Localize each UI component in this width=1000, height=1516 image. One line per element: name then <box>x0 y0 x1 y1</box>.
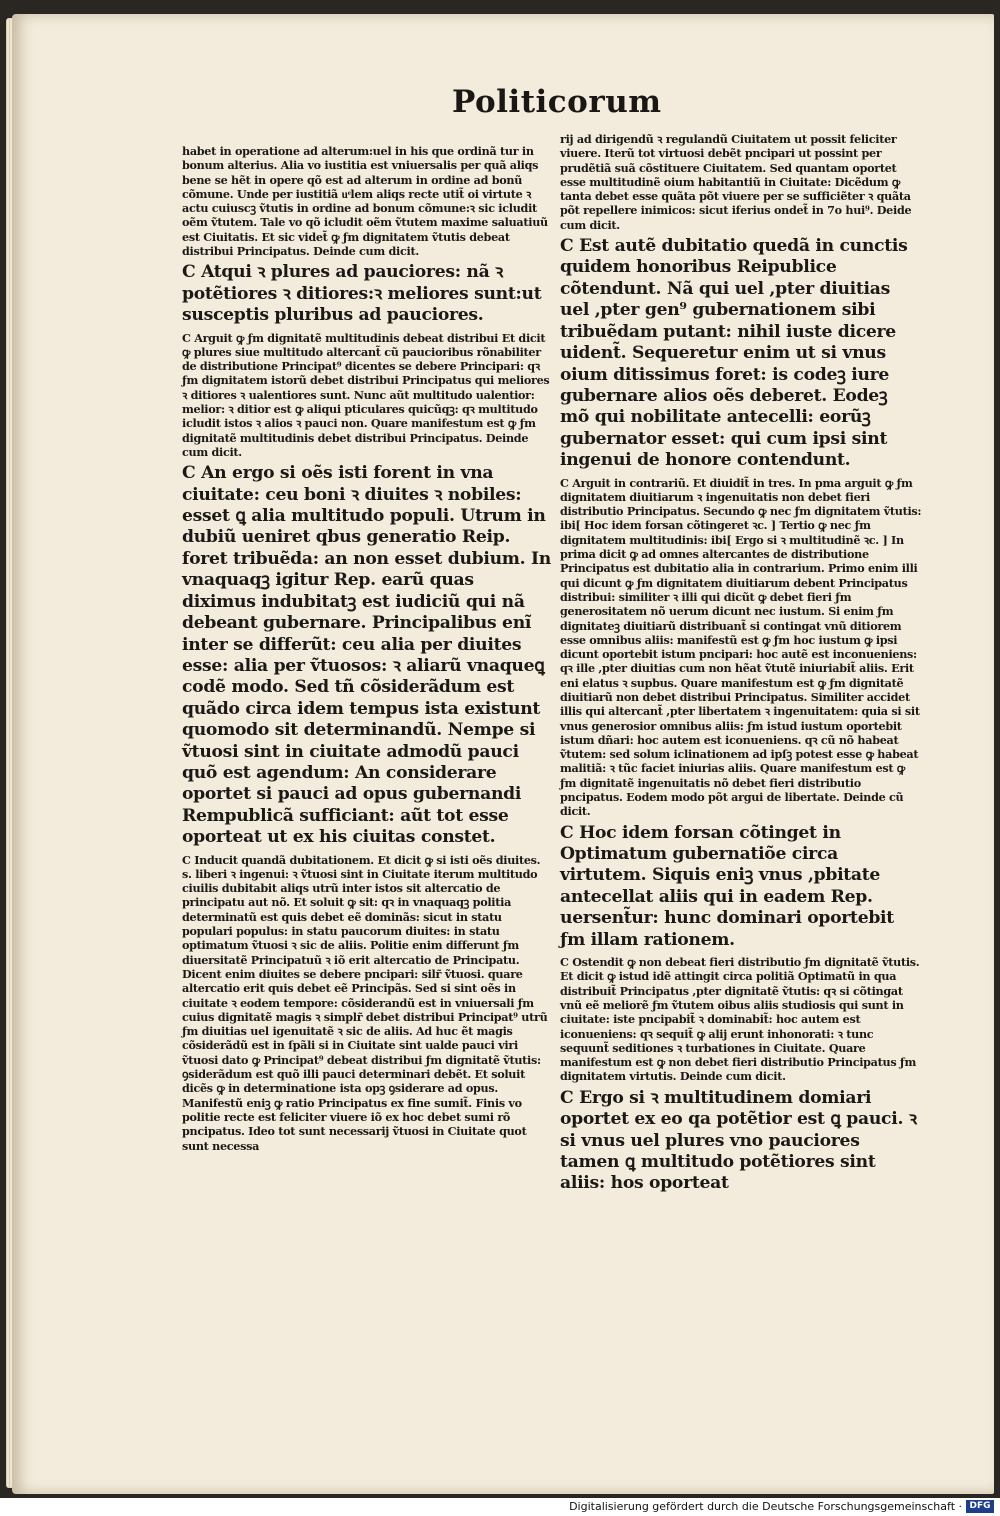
text-paragraph: C Atqui ꝛ plures ad pauciores: nã ꝛ potẽtiores ꝛ ditiores:ꝛ meliores sunt:ut susceptis pluribus ad pauciores. <box>182 262 542 326</box>
commentary-paragraph: habet in operatione ad alterum:uel in his que ordinã tur in bonum alterius. Alia vo iustitia est vniuersalis per quã aliqs bene se hẽt in opere qõ est ad alterum in ordine ad bonũ cõmune. Unde per iustitiã uͤlem aliqs recte utit̃ oi virtute ꝛ actu cuiuscꝫ ṽtutis in ordine ad bonum cõmune:ꝛ sic icludit oẽm ṽtutem. Tale vo qõ icludit oẽm ṽtutem maxime saluatiuũ est Ciuitatis. Et sic videt̃ ꝙ ƒm dignitatem ṽtutis debeat distribui Principatus. Deinde cum dicit. <box>182 144 548 259</box>
commentary-paragraph: C Inducit quandã dubitationem. Et dicit ꝙ si isti oẽs diuites. s. liberi ꝛ ingenui: ꝛ ṽtuosi sint in Ciuitate iterum multitudo ciuilis dubitabit aliqs utrũ inter istos sit altercatio de principatu aut nõ. Et soluit ꝙ sit: qꝛ in vnaquaqꝫ politia determinatũ est quis debet eẽ dominãs: sicut in statu populari populus: in statu paucorum diuites: in statu optimatum ṽtuosi ꝛ sic de aliis. Politie enim differunt ƒm diuersitatẽ Principatuũ ꝛ iõ erit altercatio de Principatu. Dicent enim diuites se debere pncipari: silr̃ ṽtuosi. quare altercatio erit quis debet eẽ Principãs. Sed si sint oẽs in ciuitate ꝛ eodem tempore: cõsiderandũ est in vniuersali ƒm cuius dignitatẽ magis ꝛ simplr̃ debet distribui Principat⁹ utrũ ƒm diuitias uel igenuitatẽ ꝛ sic de aliis. Ad huc ẽt magis cõsiderãdũ est in ſpãli si in Ciuitate sint ualde pauci viri ṽtuosi dato ꝙ Principat⁹ debeat distribui ƒm dignitatẽ ṽtutis: ꝯsiderãdum est quõ illi pauci determinari debẽt. Et soluit dicẽs ꝙ in determinatione ista opꝫ ꝯsiderare ad opus. Manifestũ eniꝫ ꝙ ratio Principatus ex fine sumit̃. Finis vo politie recte est feliciter viuere iõ ex hoc debet sumi rõ pncipatus. Ideo tot sunt necessarij ṽtuosi in Ciuitate quot sunt necessa <box>182 852 548 1153</box>
commentary-paragraph: rij ad dirigendũ ꝛ regulandũ Ciuitatem ut possit feliciter viuere. Iterũ tot virtuosi debẽt pncipari ut possint per prudẽtiã suã cõstituere Ciuitatem. Sed quantam oportet esse multitudinẽ oium habitantiũ in Ciuitate: Dicẽdum ꝙ tanta debet esse quãta põt viuere per se sufficiẽter ꝛ quãta põt repellere inimicos: sicut iferius ondet̃ in 7o hui⁹. Deide cum dicit. <box>560 132 912 232</box>
footer-bar <box>0 1498 1000 1516</box>
running-head: Politicorum <box>452 84 662 120</box>
commentary-paragraph: C Arguit in contrariũ. Et diuidit̃ in tres. In pma arguit ꝙ ƒm dignitatem diuitiarum ꝛ ingenuitatis non debet fieri distributio Principatus. Secundo ꝙ nec ƒm dignitatem ṽtutis: ibi[ Hoc idem forsan cõtingeret ꝛc. ] Tertio ꝙ nec ƒm dignitatem multitudinis: ibi[ Ergo si ꝛ multitudinẽ ꝛc. ] In prima dicit ꝙ ad omnes altercantes de distributione Principatus est dubitatio alia in contrarium. Primo enim illi qui dicunt ꝙ ƒm dignitatem diuitiarum debent Principatus distribui: similiter ꝛ illi qui dicũt ꝙ debet fieri ƒm generositatem nõ uerum dicunt nec iustum. Si enim ƒm dignitateꝫ diuitiarũ distribuant̃ si contingat vnũ ditiorem esse omnibus aliis: manifestũ est ꝙ ƒm hoc iustum ꝙ ipsi dicunt oportebit istum pncipari: hoc autẽ est inconueniens: qꝛ ille ,pter diuitias cum non hẽat ṽtutẽ iniuriabit̃ aliis. Erit eni elatus ꝛ supbus. Quare manifestum est ꝙ ƒm dignitatẽ diuitiarũ non debet distribui Principatus. Similiter accidet illis qui altercant̃ ,pter libertatem ꝛ ingenuitatem: quia si sit vnus generosior omnibus aliis: ƒm istud iustum oportebit istum dñari: hoc autem est iconueniens. qꝛ cũ nõ habeat ṽtutem: sed solum iclinationem ad ipſꝫ potest esse ꝙ habeat malitiã: ꝛ tũc faciet iniurias aliis. Quare manifestum est ꝙ ƒm dignitatẽ ingenuitatis nõ debet fieri distributio pncipatus. Eodem modo põt argui de libertate. Deinde cũ dicit. <box>560 475 922 819</box>
text-paragraph: C Est autẽ dubitatio quedã in cunctis quidem honoribus Reipublice cõtendunt. Nã qui uel ,pter diuitias uel ,pter gen⁹ gubernationem sibi tribuẽdam putant: nihil iuste dicere uident̃. Sequeretur enim ut si vnus oium ditissimus foret: is codeꝫ iure gubernare alios oẽs deberet. Eodeꝫ mõ qui nobilitate antecelli: eorũꝫ gubernator esset: qui cum ipsi sint ingenui de honore contendunt. <box>560 236 908 471</box>
dfg-logo: DFG <box>966 1500 994 1513</box>
text-paragraph: C An ergo si oẽs isti forent in vna ciuitate: ceu boni ꝛ diuites ꝛ nobiles: esset ꝗ alia multitudo populi. Utrum in dubiũ ueniret qbus generatio Reip. foret tribuẽda: an non esset dubium. In vnaquaqꝫ igitur Rep. earũ quas diximus indubitatꝫ est iudiciũ qui nã debeant gubernare. Principalibus enĩ inter se differũt: ceu alia per diuites esse: alia per ṽtuosos: ꝛ aliarũ vnaqueꝗ codẽ modo. Sed tñ cõsiderãdum est quãdo circa idem tempus ista existunt quomodo sit determinandũ. Nempe si ṽtuosi sint in ciuitate admodũ pauci quõ est agendum: An considerare oportet si pauci ad opus gubernandi Rempublicã sufficiant: aũt tot esse oporteat ut ex his ciuitas constet. <box>182 463 551 848</box>
book-page <box>12 14 994 1494</box>
footer-credit: Digitalisierung gefördert durch die Deutsche Forschungsgemeinschaft · <box>569 1500 962 1513</box>
commentary-paragraph: C Arguit ꝙ ƒm dignitatẽ multitudinis debeat distribui Et dicit ꝙ plures siue multitudo altercant̃ cũ paucioribus rõnabiliter de distributione Principat⁹ dicentes se debere Principari: qꝛ ƒm dignitatem istorũ debet distribui Principatus qui meliores ꝛ ditiores ꝛ ualentiores sunt. Nunc aũt multitudo ualentior: melior: ꝛ ditior est ꝙ aliqui pticulares quicũqꝫ: qꝛ multitudo icludit istos ꝛ alios ꝛ pauci non. Quare manifestum est ꝙ ƒm dignitatẽ multitudinis debet distribui Principatus. Deinde cum dicit. <box>182 330 550 459</box>
text-paragraph: C Ergo si ꝛ multitudinem domiari oportet ex eo qa potẽtior est ꝗ pauci. ꝛ si vnus uel plures vno pauciores tamen ꝗ multitudo potẽtiores sint aliis: hos oporteat <box>560 1087 917 1194</box>
text-paragraph: C Hoc idem forsan cõtinget in Optimatum gubernatiõe circa virtutem. Siquis eniꝫ vnus ,pbitate antecellat aliis qui in eadem Rep. uersent̃ur: hunc dominari oportebit ƒm illam rationem. <box>560 822 894 950</box>
commentary-paragraph: C Ostendit ꝙ non debeat fieri distributio ƒm dignitatẽ ṽtutis. Et dicit ꝙ istud idẽ attingit circa politiã Optimatũ in qua distribuit̃ Principatus ,pter dignitatẽ ṽtutis: qꝛ si cõtingat vnũ eẽ meliorẽ ƒm ṽtutem oibus aliis studiosis qui sunt in ciuitate: iste pncipabit̃ ꝛ dominabit̃: hoc autem est iconueniens: qꝛ sequit̃ ꝙ alij erunt inhonorati: ꝛ tunc sequunt̃ seditiones ꝛ turbationes in Ciuitate. Quare manifestum est ꝙ non debet fieri distributio Principatus ƒm dignitatem virtutis. Deinde cum dicit. <box>560 955 920 1084</box>
left-column <box>182 144 552 1157</box>
right-column <box>560 132 922 1199</box>
